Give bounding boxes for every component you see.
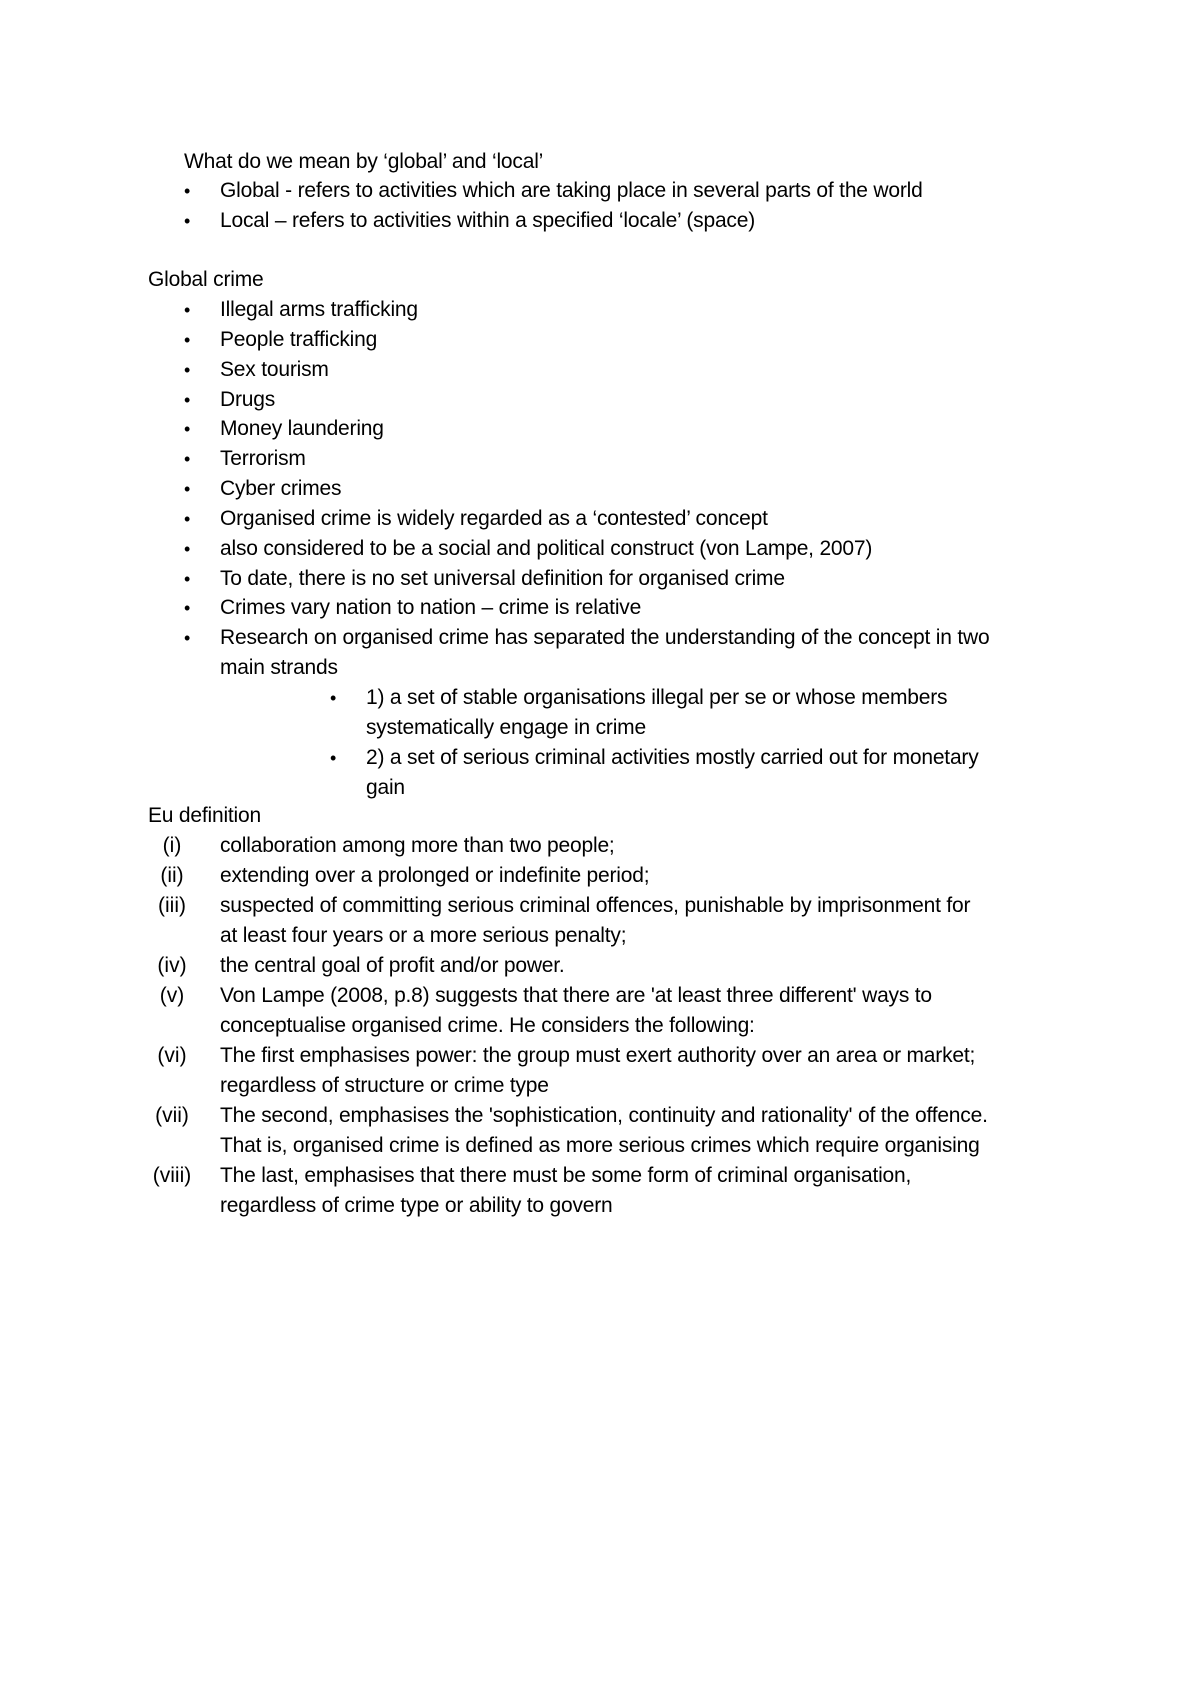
global-crime-heading: Global crime [148, 268, 264, 291]
list-item: Research on organised crime has separated the understanding of the concept in two [220, 626, 990, 649]
bullet-icon: • [184, 330, 191, 350]
definition-line: Von Lampe (2008, p.8) suggests that there are 'at least three different' ways to [220, 984, 932, 1007]
roman-numeral: (vii) [155, 1104, 189, 1127]
definition-line: The second, emphasises the 'sophistication, continuity and rationality' of the offence. [220, 1104, 988, 1127]
bullet-icon: • [184, 390, 191, 410]
definition-line: The first emphasises power: the group must exert authority over an area or market; [220, 1044, 976, 1067]
intro-item: Global - refers to activities which are taking place in several parts of the world [220, 179, 923, 202]
list-item: People trafficking [220, 328, 378, 351]
sub-bullet-icon: • [330, 688, 337, 708]
definition-line: The last, emphasises that there must be some form of criminal organisation, [220, 1164, 912, 1187]
roman-numeral: (i) [162, 834, 182, 857]
bullet-icon: • [184, 628, 191, 648]
list-item: Terrorism [220, 447, 306, 470]
bullet-icon: • [184, 419, 191, 439]
bullet-icon: • [184, 181, 191, 201]
list-item: Organised crime is widely regarded as a ‘contested’ concept [220, 507, 768, 530]
bullet-icon: • [184, 479, 191, 499]
list-item: Drugs [220, 388, 276, 411]
sub-list-item: 1) a set of stable organisations illegal per se or whose members [366, 686, 948, 709]
roman-numeral: (iii) [158, 894, 186, 917]
intro-item: Local – refers to activities within a specified ‘locale’ (space) [220, 209, 756, 232]
sub-list-item-continuation: gain [366, 776, 405, 799]
definition-line-continuation: at least four years or a more serious penalty; [220, 924, 627, 947]
bullet-icon: • [184, 598, 191, 618]
bullet-icon: • [184, 360, 191, 380]
definition-line-continuation: regardless of structure or crime type [220, 1074, 549, 1097]
roman-numeral: (ii) [160, 864, 184, 887]
list-item: Money laundering [220, 417, 384, 440]
definition-line-continuation: That is, organised crime is defined as more serious crimes which require organising [220, 1134, 980, 1157]
roman-numeral: (vi) [157, 1044, 187, 1067]
list-item: Sex tourism [220, 358, 329, 381]
roman-numeral: (iv) [157, 954, 187, 977]
list-item: Illegal arms trafficking [220, 298, 418, 321]
bullet-icon: • [184, 300, 191, 320]
eu-definition-heading: Eu definition [148, 804, 261, 827]
definition-line: suspected of committing serious criminal offences, punishable by imprisonment for [220, 894, 971, 917]
intro-heading: What do we mean by ‘global’ and ‘local’ [184, 150, 544, 173]
bullet-icon: • [184, 449, 191, 469]
bullet-icon: • [184, 569, 191, 589]
list-item: Cyber crimes [220, 477, 342, 500]
roman-numeral: (viii) [152, 1164, 192, 1187]
list-item: Crimes vary nation to nation – crime is relative [220, 596, 642, 619]
sub-list-item: 2) a set of serious criminal activities mostly carried out for monetary [366, 746, 979, 769]
definition-line: collaboration among more than two people; [220, 834, 615, 857]
list-item-continuation: main strands [220, 656, 338, 679]
definition-line: extending over a prolonged or indefinite period; [220, 864, 650, 887]
sub-bullet-icon: • [330, 748, 337, 768]
definition-line-continuation: conceptualise organised crime. He considers the following: [220, 1014, 755, 1037]
bullet-icon: • [184, 509, 191, 529]
bullet-icon: • [184, 211, 191, 231]
list-item: also considered to be a social and political construct (von Lampe, 2007) [220, 537, 873, 560]
roman-numeral: (v) [159, 984, 185, 1007]
definition-line-continuation: regardless of crime type or ability to govern [220, 1194, 613, 1217]
bullet-icon: • [184, 539, 191, 559]
sub-list-item-continuation: systematically engage in crime [366, 716, 646, 739]
list-item: To date, there is no set universal definition for organised crime [220, 567, 785, 590]
definition-line: the central goal of profit and/or power. [220, 954, 565, 977]
